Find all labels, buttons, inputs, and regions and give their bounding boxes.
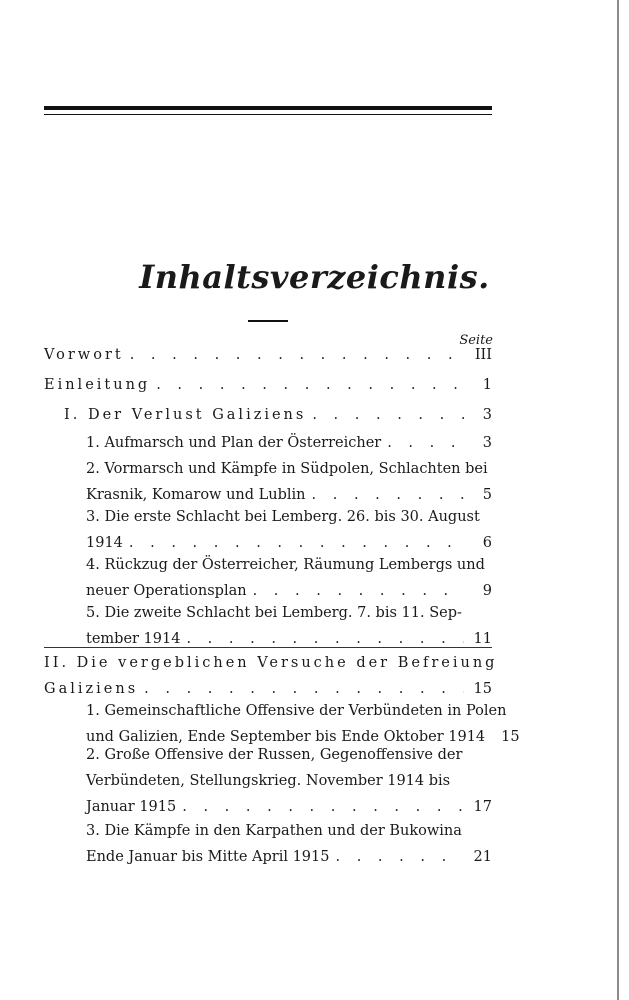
toc-entry-text: Januar 1915 — [86, 799, 177, 815]
toc-entry-text: II. Die vergeblichen Versuche der Befreiung — [44, 655, 498, 671]
toc-entry-text: 1914 — [86, 535, 123, 551]
header-rule-thick — [44, 106, 492, 110]
page-title: Inhaltsverzeichnis. — [139, 258, 490, 296]
page-column-header: Seite — [459, 333, 493, 348]
toc-entry-page: III — [474, 347, 492, 363]
toc-entry-text: Galiziens — [44, 681, 139, 697]
toc-entry-text: 1. Gemeinschaftliche Offensive der Verbündeten in Polen — [86, 703, 507, 719]
toc-entry-1-1 — [86, 430, 492, 456]
toc-entry-page: 11 — [473, 631, 492, 647]
toc-entry-part-2 — [44, 650, 498, 702]
toc-entry-part-1 — [64, 402, 492, 428]
toc-entry-1-4 — [86, 552, 492, 604]
toc-entry-1-5 — [86, 600, 492, 652]
toc-entry-page: 3 — [482, 435, 492, 451]
toc-entry-1-2 — [86, 456, 492, 508]
toc-entry-einleitung — [44, 372, 492, 398]
page-edge — [617, 0, 619, 1000]
toc-entry-page: 5 — [482, 487, 492, 503]
toc-entry-page: 6 — [482, 535, 492, 551]
toc-entry-text: 1. Aufmarsch und Plan der Österreicher — [86, 435, 382, 451]
toc-entry-text: Vorwort — [44, 347, 124, 363]
toc-entry-text: neuer Operationsplan — [86, 583, 247, 599]
toc-entry-text: Verbündeten, Stellungskrieg. November 1914 bis — [86, 773, 451, 789]
toc-entry-1-3 — [86, 504, 492, 556]
toc-entry-page: 21 — [473, 849, 492, 865]
title-rule — [248, 320, 288, 322]
section-divider — [44, 647, 492, 648]
toc-entry-text: Ende Januar bis Mitte April 1915 — [86, 849, 330, 865]
toc-entry-text: I. Der Verlust Galiziens — [64, 407, 307, 423]
toc-entry-text: 2. Große Offensive der Russen, Gegenoffensive der — [86, 747, 463, 763]
toc-entry-page: 1 — [482, 377, 492, 393]
toc-entry-text: 3. Die erste Schlacht bei Lemberg. 26. bis 30. August — [86, 509, 480, 525]
toc-entry-text: 5. Die zweite Schlacht bei Lemberg. 7. bis 11. Sep- — [86, 605, 462, 621]
toc-entry-page: 15 — [501, 729, 520, 745]
toc-entry-text: Einleitung — [44, 377, 151, 393]
header-rule-thin — [44, 114, 492, 115]
toc-entry-page: 17 — [473, 799, 492, 815]
toc-entry-text: 2. Vormarsch und Kämpfe in Südpolen, Schlachten bei — [86, 461, 488, 477]
toc-entry-text: und Galizien, Ende September bis Ende Oktober 1914 — [86, 729, 486, 745]
toc-entry-text: 4. Rückzug der Österreicher, Räumung Lembergs und — [86, 557, 485, 573]
toc-entry-text: Krasnik, Komarow und Lublin — [86, 487, 306, 503]
toc-entry-2-2 — [86, 742, 492, 820]
toc-entry-text: tember 1914 — [86, 631, 181, 647]
toc-entry-vorwort — [44, 342, 492, 368]
toc-entry-text: 3. Die Kämpfe in den Karpathen und der Bukowina — [86, 823, 462, 839]
toc-entry-2-3 — [86, 818, 492, 870]
toc-entry-page: 9 — [482, 583, 492, 599]
toc-entry-page: 3 — [482, 407, 492, 423]
toc-entry-page: 15 — [473, 681, 492, 697]
